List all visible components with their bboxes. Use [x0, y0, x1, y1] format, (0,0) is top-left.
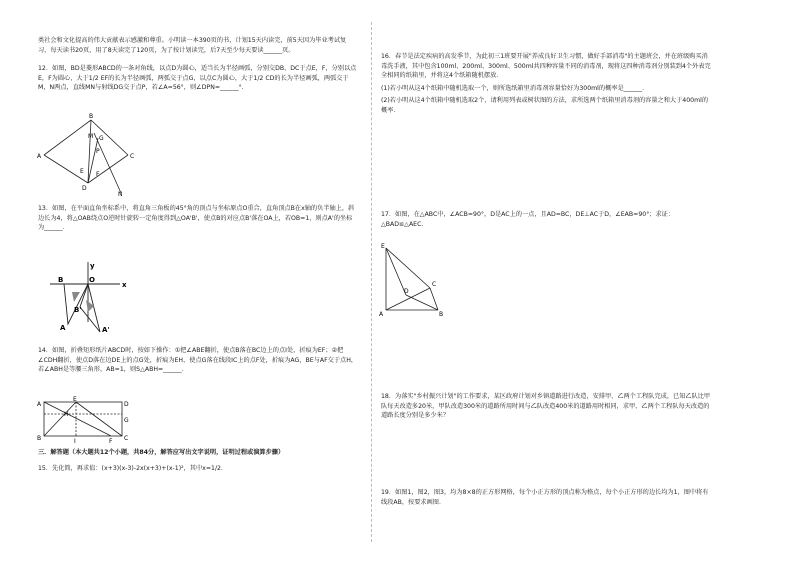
label-d: D: [82, 185, 87, 192]
label-h14: H: [64, 411, 69, 418]
line-ec: [386, 248, 430, 288]
label-e17: E: [381, 243, 385, 250]
label-n: N: [118, 191, 123, 198]
line-ed: [386, 248, 406, 295]
figure-12-rhombus: [36, 108, 146, 198]
rhombus-side-ab: [44, 120, 94, 155]
figure-13-coordinate: [50, 262, 130, 334]
label-bp13: B': [74, 306, 82, 314]
question-16-part-1: (1)若小明从这4个纸箱中随机选取一个，则所选纸箱里消毒剂容量恰好为300ml的概率是______．: [381, 84, 649, 92]
line-be: [44, 402, 76, 436]
question-11-tail: [38, 36, 358, 58]
question-16-part-2: (2)若小明从这4个纸箱中随机选取2个，请利用列表或树状图的方法，求所选两个纸箱里消毒剂的容量之和大于400ml的概率．: [381, 97, 709, 115]
label-f14: F: [109, 438, 113, 444]
section-3-header: [38, 448, 358, 461]
question-18: [381, 392, 711, 424]
label-d17: D: [404, 288, 409, 295]
question-11-text: 类社会和文化提高的伟大贡献表示感激和尊重。小明读一本390页的书，计划15天内读完，前5天因为毕业考试复习，每天读书20页，用了8天读完了120页，为了按计划读完，后7天至少每天要读______页。: [38, 37, 347, 54]
question-13: [38, 204, 358, 236]
label-o13: O: [89, 276, 95, 284]
label-x13: x: [122, 281, 127, 289]
label-a: A: [37, 153, 42, 160]
label-a14: A: [37, 401, 42, 408]
question-19: [381, 488, 711, 510]
figure-17-triangles: [378, 240, 448, 318]
label-c14: C: [124, 435, 129, 442]
label-e14: E: [73, 396, 77, 403]
line-af: [44, 402, 111, 436]
triangle-fill-1: [72, 292, 80, 302]
label-ap13: A': [102, 326, 110, 334]
label-y13: y: [90, 262, 95, 270]
label-d14: D: [124, 401, 129, 408]
question-18-text: 18．为落实"乡村振兴计划"的工作要求，某区政府计划对乡镇道路进行改造，安排甲、乙两个工程队完成，已知乙队比甲队每天改造多20米，甲队改造300米的道路所用时间与乙队改造400米的道路用时相同，求甲、乙两个工程队每天改造的道路长度分别是多少米？: [381, 393, 711, 420]
label-c17: C: [432, 281, 437, 288]
label-g: G: [99, 135, 104, 142]
question-15: [38, 464, 358, 477]
rhombus-side-cd: [88, 155, 128, 183]
label-b13: B: [58, 276, 64, 284]
triangle-oab: [64, 284, 88, 324]
question-12: [38, 64, 358, 96]
figure-14-rectangle: [36, 396, 131, 444]
label-a17: A: [379, 311, 384, 318]
label-b17: B: [439, 311, 444, 318]
line-ec: [76, 402, 122, 436]
label-b14: B: [37, 435, 42, 442]
label-c: C: [130, 153, 135, 160]
label-e: E: [80, 168, 84, 175]
label-i14: I: [74, 438, 76, 444]
question-12-text: 12．如图，BD是菱形ABCD的一条对角线，以点D为圆心，适当长为半径画弧，分别交DB、DC于点E，F，分别以点E，F为圆心，大于1/2 EF的长为半径画弧，两弧交于点G，以点C为圆心，大于1/2 CD的长为半径画弧，两弧交于M，N两点，直线MN与射线DG交于点P，若∠A=56°，则∠DPN=______°．: [38, 65, 357, 92]
question-19-text: 19．如图1，图2，图3，均为8×8的正方形网格，每个小正方形的顶点称为格点，每个小正方形的边长均为1，图中将有线段AB，按要求画图．: [381, 489, 709, 506]
section-3-text: 三．解答题（本大题共12个小题，共84分，解答应写出文字说明，证明过程或演算步骤）: [38, 449, 285, 456]
question-17-text: 17．如图，在△ABC中，∠ACB=90°，D是AC上的一点，且AD=BC，DE⊥AC于D，∠EAB=90°；求证：△BAD≌△AEC．: [381, 211, 675, 228]
question-15-text: 15．先化简，再求值：(x+3)(x-3)-2x(x+3)+(x-1)²，其中x=1/2．: [38, 465, 228, 472]
question-16: [381, 52, 711, 119]
question-17: [381, 210, 711, 232]
label-f: F: [96, 171, 100, 178]
label-p: P: [96, 148, 100, 155]
question-13-text: 13．如图，在平面直角坐标系中，将直角三角板的45°角的顶点与坐标原点O重合，直角顶点B在x轴的负半轴上，斜边长为4，将△OAB绕点O逆时针旋转一定角度得到△OA'B'，使点B的对应点B'落在OA上，若OB=1，则点A'的坐标为______．: [38, 205, 355, 232]
label-g14: G: [124, 417, 129, 424]
label-m: M: [88, 133, 94, 140]
question-16-text: 16．春节是法定疾病的高发季节，为此初三1班要开展"养成良好卫生习惯，做好手部消毒"的主题班会，并在班级购买消毒洗手液，其中包含100ml、200ml、300ml、500ml共四种容量不同的消毒剂，现将这四种消毒剂分别装到4个外表完全相同的纸箱里，并将这4个纸箱随机摆放．: [381, 53, 711, 80]
question-14-text: 14．如图，折叠矩形纸片ABCD时，按如下操作：①把∠ABE翻折，使点B落在BC边上的点I处，折痕为EF；②把∠CDH翻折，使点D落在边DE上的点G处，折痕为EH，使点G落在线段IC上的点F处，折痕为AG，BE与AF交于点H，若∠ABH是等腰三角形，AB=1，则S△ABH=______．: [38, 347, 358, 374]
label-a13: A: [60, 324, 66, 332]
label-b: B: [89, 113, 94, 120]
column-divider: [371, 22, 373, 542]
diagonal-bd: [88, 120, 94, 183]
question-14: [38, 346, 358, 378]
